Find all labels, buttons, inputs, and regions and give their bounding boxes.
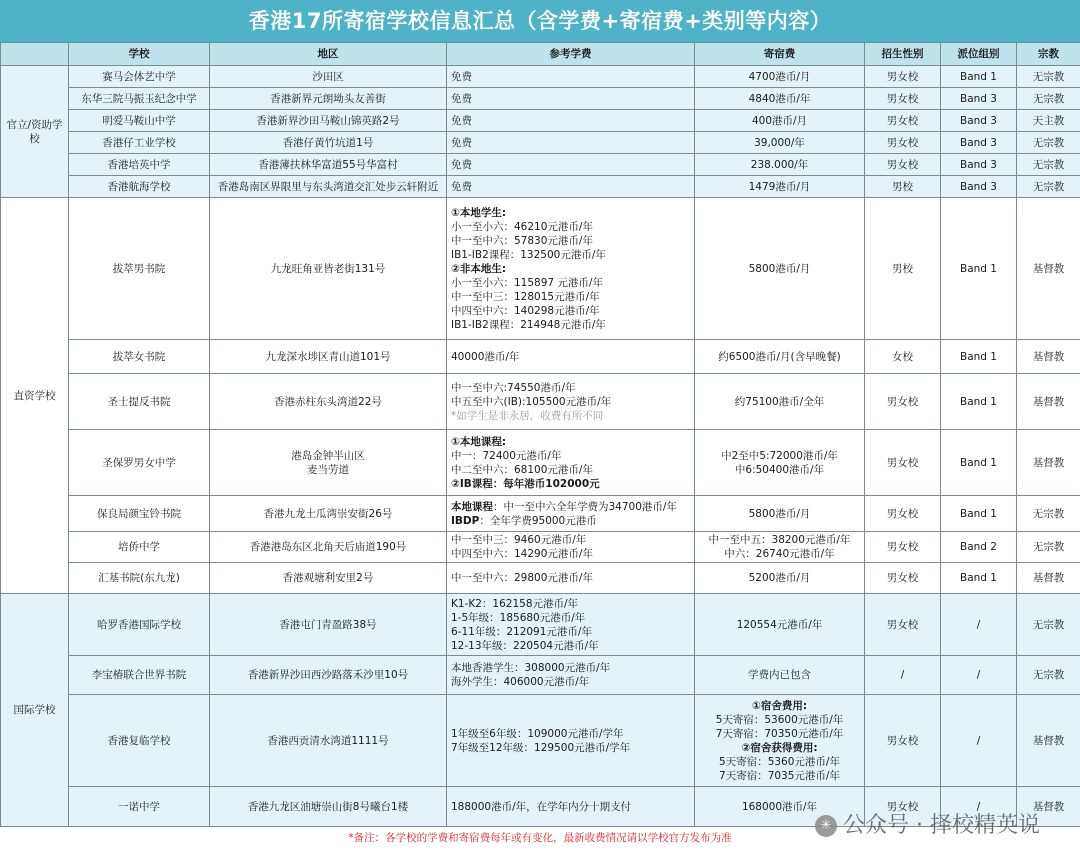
school-area (210, 695, 447, 787)
area-line: 沙田区 (312, 70, 344, 83)
school-fee (447, 563, 695, 594)
school-name: 保良局颜宝铃书院 (69, 496, 210, 532)
school-name: 香港仔工业学校 (69, 132, 210, 154)
header-category (1, 43, 69, 66)
fee-line: 免费 (451, 70, 472, 83)
table-row (1, 532, 1080, 563)
boarding-fee (695, 88, 865, 110)
table-row (1, 563, 1080, 594)
school-name: 东华三院马振玉纪念中学 (69, 88, 210, 110)
fee-line: 中一至中三：9460元港币/年 (451, 534, 587, 546)
fee-line: 中一至中六：57830元港币/年 (451, 234, 593, 247)
school-fee (447, 198, 695, 340)
boarding-fee (695, 430, 865, 496)
band: / (941, 656, 1017, 695)
school-area (210, 110, 447, 132)
band: Band 3 (941, 110, 1017, 132)
board-line: 168000港币/年 (741, 800, 818, 813)
table-row (1, 198, 1080, 340)
table-row (1, 154, 1080, 176)
fee-value: ：全年学费95000元港币 (479, 514, 597, 527)
school-area (210, 198, 447, 340)
fee-line: 免费 (451, 92, 472, 105)
school-name: 拔萃女书院 (69, 340, 210, 374)
gender: 男女校 (865, 88, 941, 110)
school-fee (447, 66, 695, 88)
category-cell: 直资学校 (1, 198, 69, 594)
fee-line: 1年级至6年级：109000元港币/学年 (451, 727, 624, 740)
fee-label: 本地课程 (451, 500, 493, 513)
board-line: 1479港币/月 (748, 180, 811, 193)
school-name: 圣士提反书院 (69, 374, 210, 430)
band: / (941, 594, 1017, 656)
school-name: 一诺中学 (69, 787, 210, 827)
fee-line: 中一至中六：29800元港币/年 (451, 572, 593, 584)
school-area (210, 430, 447, 496)
band: Band 1 (941, 66, 1017, 88)
table-row (1, 132, 1080, 154)
fee-line: 1-5年级：185680元港币/年 (451, 611, 586, 624)
category-cell: 官立/资助学校 (1, 66, 69, 198)
page-title: 香港17所寄宿学校信息汇总（含学费+寄宿费+类别等内容） (0, 0, 1080, 42)
table-row (1, 656, 1080, 695)
school-area (210, 787, 447, 827)
boarding-fee (695, 656, 865, 695)
gender: / (865, 656, 941, 695)
religion: 基督教 (1017, 787, 1080, 827)
fee-line: 中一：72400元港币/年 (451, 449, 562, 462)
school-fee (447, 154, 695, 176)
gender: 男女校 (865, 695, 941, 787)
board-line: 5800港币/月 (748, 507, 811, 520)
table-row (1, 176, 1080, 198)
area-line: 香港岛南区界限里与东头湾道交汇处步云轩附近 (217, 180, 439, 193)
boarding-fee (695, 198, 865, 340)
religion: 无宗教 (1017, 656, 1080, 695)
header-band: 派位组别 (941, 43, 1017, 66)
boarding-fee (695, 154, 865, 176)
fee-line: ②非本地生: (451, 262, 507, 275)
header-boarding: 寄宿费 (695, 43, 865, 66)
band: Band 3 (941, 176, 1017, 198)
school-fee (447, 430, 695, 496)
fee-line: 中二至中六：68100元港币/年 (451, 463, 593, 476)
fee-line: K1-K2：162158元港币/年 (451, 597, 579, 610)
school-name: 哈罗香港国际学校 (69, 594, 210, 656)
table-row (1, 496, 1080, 532)
boarding-fee (695, 532, 865, 563)
school-fee (447, 88, 695, 110)
header-row (1, 43, 1080, 66)
fee-line: ②IB课程：每年港币102000元 (451, 477, 600, 490)
fee-line: 小一至小六：115897 元港币/年 (451, 276, 603, 289)
watermark (815, 808, 1040, 839)
religion: 无宗教 (1017, 532, 1080, 563)
fee-line: 中四至中六：14290元港币/年 (451, 548, 593, 560)
board-line: 7天寄宿：7035元港币/年 (719, 769, 840, 782)
band: Band 1 (941, 374, 1017, 430)
board-line: 中2至中5:72000港币/年 (721, 449, 838, 462)
area-line: 香港新界沙田西沙路落禾沙里10号 (247, 669, 409, 681)
school-fee (447, 695, 695, 787)
gender: 男女校 (865, 496, 941, 532)
area-line: 香港屯门青盈路38号 (279, 618, 377, 631)
school-area (210, 176, 447, 198)
religion: 基督教 (1017, 563, 1080, 594)
table-row (1, 340, 1080, 374)
board-line: 5200港币/月 (748, 572, 811, 584)
school-fee (447, 656, 695, 695)
gender: 男女校 (865, 594, 941, 656)
gender: 男女校 (865, 132, 941, 154)
board-line: 5天寄宿：53600元港币/年 (715, 713, 844, 726)
fee-line: 本地香港学生：308000元港币/年 (451, 662, 611, 674)
board-line: ①宿舍费用: (751, 699, 808, 712)
header-school: 学校 (69, 43, 210, 66)
school-name: 香港航海学校 (69, 176, 210, 198)
area-line: 香港西贡清水湾道1111号 (267, 734, 389, 747)
band: Band 1 (941, 340, 1017, 374)
religion: 基督教 (1017, 374, 1080, 430)
band: Band 3 (941, 132, 1017, 154)
school-name: 汇基书院(东九龙) (69, 563, 210, 594)
fee-line: 40000港币/年 (451, 350, 520, 363)
board-line: 中6:50400港币/年 (734, 463, 825, 476)
boarding-fee (695, 66, 865, 88)
school-area (210, 154, 447, 176)
board-line: 400港币/月 (751, 114, 808, 127)
religion: 天主教 (1017, 110, 1080, 132)
school-name: 香港复临学校 (69, 695, 210, 787)
board-line: ②宿舍获得费用: (741, 741, 818, 754)
fee-line: 免费 (451, 180, 472, 193)
area-line: 香港新界元朗坳头友善街 (270, 92, 386, 105)
table-row (1, 430, 1080, 496)
area-line: 香港九龙区油塘崇山街8号曦台1楼 (247, 800, 409, 813)
school-area (210, 340, 447, 374)
fee-line: 6-11年级：212091元港币/年 (451, 625, 592, 638)
band: Band 1 (941, 430, 1017, 496)
fee-line: *如学生是非永居，收费有所不同 (451, 409, 604, 422)
board-line: 5800港币/月 (748, 262, 811, 275)
religion: 基督教 (1017, 198, 1080, 340)
fee-line: 中一至中三：128015元港币/年 (451, 290, 600, 303)
school-name: 培侨中学 (69, 532, 210, 563)
school-area (210, 496, 447, 532)
area-line: 九龙旺角亚皆老街131号 (270, 262, 386, 275)
board-line: 5天寄宿：5360元港币/年 (719, 755, 840, 768)
boarding-fee (695, 110, 865, 132)
fee-line: 小一至小六：46210元港币/年 (451, 220, 593, 233)
school-name: 香港培英中学 (69, 154, 210, 176)
board-line: 4840港币/年 (748, 92, 811, 105)
table-row (1, 110, 1080, 132)
header-area: 地区 (210, 43, 447, 66)
fee-line: 免费 (451, 136, 472, 149)
school-fee (447, 374, 695, 430)
band: Band 3 (941, 154, 1017, 176)
boarding-fee (695, 132, 865, 154)
gender: 女校 (865, 340, 941, 374)
gender: 男校 (865, 198, 941, 340)
band: / (941, 787, 1017, 827)
board-line: 中六：26740元港币/年 (724, 548, 835, 560)
board-line: 学费内已包含 (748, 669, 811, 681)
fee-line: 7年级至12年级：129500元港币/学年 (451, 741, 631, 754)
wechat-icon: ✳ (815, 815, 837, 837)
school-fee (447, 594, 695, 656)
gender: 男校 (865, 176, 941, 198)
fee-line: 免费 (451, 158, 472, 171)
area-line: 港岛金钟半山区 (291, 449, 365, 462)
area-line: 香港港岛东区北角天后庙道190号 (249, 541, 407, 553)
boarding-fee (695, 563, 865, 594)
school-fee (447, 132, 695, 154)
footer-note: *备注：各学校的学费和寄宿费每年或有变化，最新收费情况请以学校官方发布为准 (348, 832, 732, 844)
gender: 男女校 (865, 430, 941, 496)
fee-line: 188000港币/年，在学年内分十期支付 (451, 800, 632, 813)
religion: 基督教 (1017, 430, 1080, 496)
table-row (1, 594, 1080, 656)
gender: 男女校 (865, 154, 941, 176)
fee-line: 中五至中六(IB):105500元港币/年 (451, 395, 612, 408)
band: Band 3 (941, 88, 1017, 110)
school-area (210, 563, 447, 594)
band: Band 2 (941, 532, 1017, 563)
table-row (1, 374, 1080, 430)
fee-line: 中一至中六:74550港币/年 (451, 381, 576, 394)
band: Band 1 (941, 198, 1017, 340)
gender: 男女校 (865, 563, 941, 594)
boarding-fee (695, 176, 865, 198)
school-name: 赛马会体艺中学 (69, 66, 210, 88)
band: Band 1 (941, 563, 1017, 594)
religion: 无宗教 (1017, 594, 1080, 656)
gender: 男女校 (865, 66, 941, 88)
table-body (1, 66, 1080, 827)
school-fee (447, 176, 695, 198)
boarding-fee (695, 340, 865, 374)
band: Band 1 (941, 496, 1017, 532)
board-line: 约75100港币/全年 (734, 395, 825, 408)
gender: 男女校 (865, 374, 941, 430)
school-name: 明爱马鞍山中学 (69, 110, 210, 132)
religion: 基督教 (1017, 695, 1080, 787)
table-row (1, 695, 1080, 787)
school-area (210, 532, 447, 563)
boarding-fee (695, 695, 865, 787)
area-line: 香港观塘利安里2号 (282, 572, 374, 584)
board-line: 4700港币/月 (748, 70, 811, 83)
school-name: 圣保罗男女中学 (69, 430, 210, 496)
school-area (210, 66, 447, 88)
area-line: 九龙深水埗区青山道101号 (265, 350, 391, 363)
category-cell: 国际学校 (1, 594, 69, 827)
boarding-fee (695, 496, 865, 532)
gender: 男女校 (865, 110, 941, 132)
board-line: 120554元港币/年 (736, 618, 823, 631)
religion: 无宗教 (1017, 132, 1080, 154)
area-line: 香港九龙土瓜湾崇安街26号 (263, 507, 393, 520)
header-fee: 参考学费 (447, 43, 695, 66)
watermark-text: 公众号 · 择校精英说 (843, 813, 1040, 838)
boarding-fee (695, 594, 865, 656)
area-line: 香港赤柱东头湾道22号 (274, 395, 382, 408)
fee-label: IBDP (451, 514, 480, 527)
board-line: 约6500港币/月(含早晚餐) (718, 350, 841, 363)
fee-line (451, 514, 690, 528)
school-name: 李宝椿联合世界书院 (69, 656, 210, 695)
fee-line: 免费 (451, 114, 472, 127)
school-fee (447, 340, 695, 374)
religion: 无宗教 (1017, 154, 1080, 176)
school-area (210, 132, 447, 154)
fee-line: IB1-IB2课程：132500元港币/年 (451, 248, 606, 261)
religion: 无宗教 (1017, 176, 1080, 198)
gender: 男女校 (865, 787, 941, 827)
religion: 基督教 (1017, 340, 1080, 374)
school-fee (447, 787, 695, 827)
fee-line: ①本地学生: (451, 206, 507, 219)
board-line: 7天寄宿：70350元港币/年 (715, 727, 844, 740)
fee-line: 12-13年级：220504元港币/年 (451, 639, 599, 652)
religion: 无宗教 (1017, 88, 1080, 110)
board-line: 中一至中五：38200元港币/年 (708, 534, 851, 546)
band: / (941, 695, 1017, 787)
fee-value: ：中一至中六全年学费为34700港币/年 (493, 500, 677, 513)
fee-line (451, 500, 690, 514)
religion: 无宗教 (1017, 66, 1080, 88)
gender: 男女校 (865, 532, 941, 563)
fee-line: IB1-IB2课程：214948元港币/年 (451, 318, 606, 331)
board-line: 238.000/年 (750, 158, 809, 171)
religion: 无宗教 (1017, 496, 1080, 532)
table-row (1, 66, 1080, 88)
school-table (0, 42, 1080, 827)
fee-line: 中四至中六：140298元港币/年 (451, 304, 600, 317)
header-religion: 宗教 (1017, 43, 1080, 66)
board-line: 39,000/年 (754, 136, 805, 149)
school-area (210, 594, 447, 656)
school-area (210, 656, 447, 695)
area-line: 麦当劳道 (307, 463, 349, 476)
school-area (210, 374, 447, 430)
school-fee (447, 496, 695, 532)
fee-line: 海外学生：406000元港币/年 (451, 676, 590, 688)
fee-line: ①本地课程: (451, 435, 507, 448)
boarding-fee (695, 374, 865, 430)
area-line: 香港仔黄竹坑道1号 (282, 136, 374, 149)
school-fee (447, 110, 695, 132)
header-gender: 招生性别 (865, 43, 941, 66)
area-line: 香港新界沙田马鞍山锦英路2号 (256, 114, 400, 127)
school-name: 拔萃男书院 (69, 198, 210, 340)
table-row (1, 88, 1080, 110)
school-area (210, 88, 447, 110)
area-line: 香港薄扶林华富道55号华富村 (258, 158, 398, 171)
school-fee (447, 532, 695, 563)
